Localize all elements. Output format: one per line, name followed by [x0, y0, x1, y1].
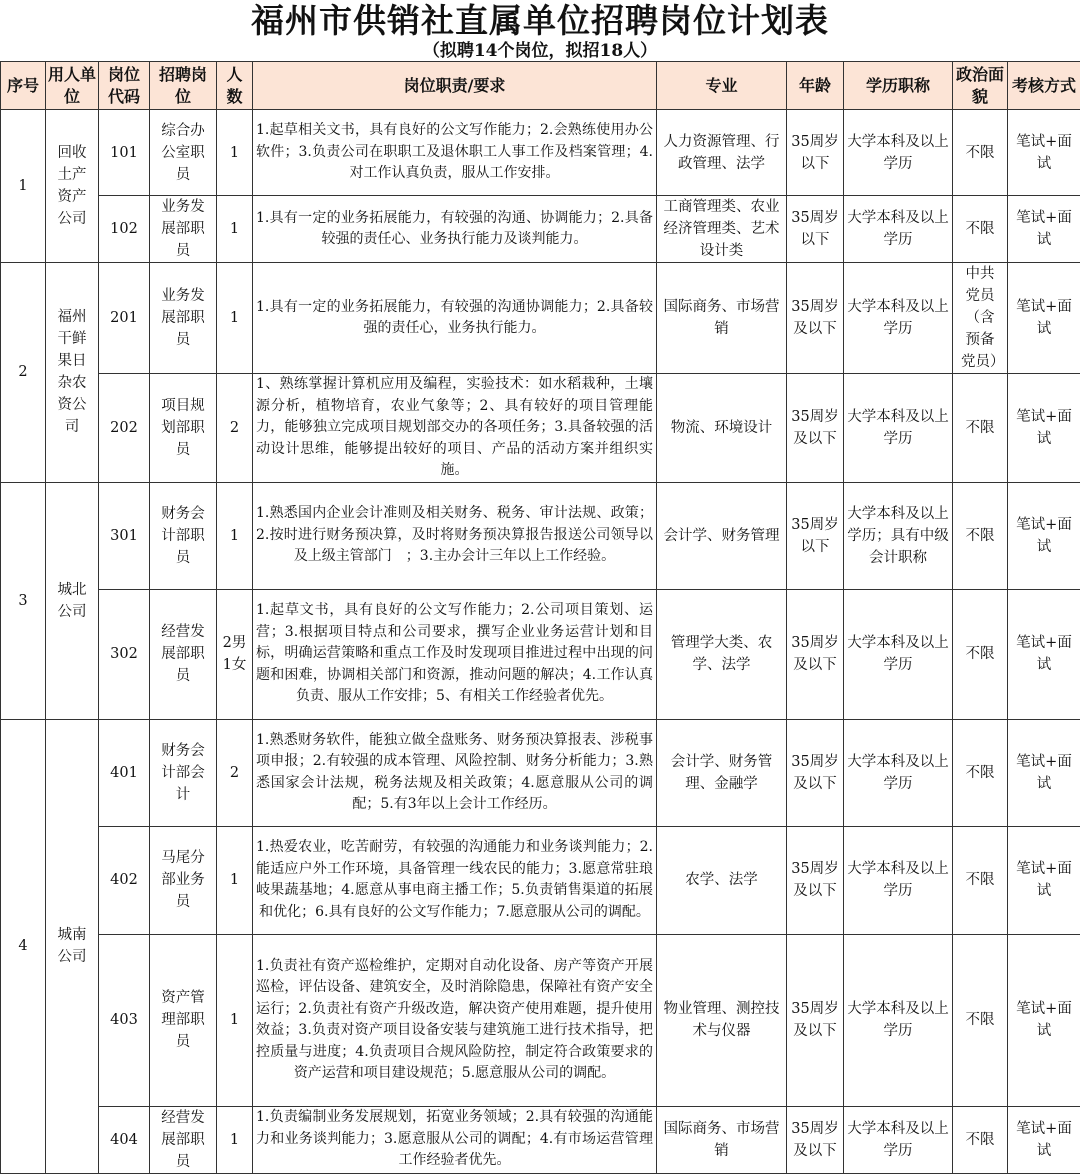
position-politics: 不限	[953, 589, 1008, 719]
group-seq: 3	[1, 482, 46, 719]
position-duty: 1、熟练掌握计算机应用及编程，实验技术：如水稻栽种，土壤源分析，植物培育，农业气象等；2、具有较好的项目管理能力，能够独立完成项目规划部交办的各项任务；3.具备较强的活动设计思维，能够提出较好的项目、产品的活动方案并组织实施。	[253, 374, 657, 483]
table-row	[1, 482, 1080, 589]
position-politics: 不限	[953, 482, 1008, 589]
position-major: 会计学、财务管理、金融学	[657, 719, 787, 826]
position-count: 1	[217, 934, 253, 1106]
position-politics: 不限	[953, 1106, 1008, 1173]
position-name: 业务发展部职员	[150, 196, 217, 263]
position-duty: 1.负责社有资产巡检维护，定期对自动化设备、房产等资产开展巡检，评估设备、建筑安全，及时消除隐患，保障社有资产安全运行；2.负责社有资产升级改造，解决资产使用难题，提升使用效益；3.负责对资产项目设备安装与建筑施工进行技术指导，把控质量与进度；4.负责项目合规风险防控，制定符合政策要求的资产运营和项目建设规范；5.愿意服从公司的调配。	[253, 934, 657, 1106]
group-unit: 回收土产资产公司	[46, 110, 99, 263]
position-count: 1	[217, 826, 253, 934]
position-duty: 1.熟悉国内企业会计准则及相关财务、税务、审计法规、政策；2.按时进行财务预决算，及时将财务预决算报告报送公司领导以及上级主管部门 ；3.主办会计三年以上工作经验。	[253, 482, 657, 589]
position-exam: 笔试+面试	[1008, 263, 1080, 374]
position-duty: 1.具有一定的业务拓展能力，有较强的沟通、协调能力；2.具备较强的责任心、业务执行能力及谈判能力。	[253, 196, 657, 263]
position-edu: 大学本科及以上学历	[844, 719, 953, 826]
position-duty: 1.具有一定的业务拓展能力，有较强的沟通协调能力；2.具备较强的责任心，业务执行能力。	[253, 263, 657, 374]
position-duty: 1.负责编制业务发展规划，拓宽业务领域；2.具有较强的沟通能力和业务谈判能力；3.愿意服从公司的调配；4.有市场运营管理工作经验者优先。	[253, 1106, 657, 1173]
position-politics: 不限	[953, 196, 1008, 263]
position-major: 物流、环境设计	[657, 374, 787, 483]
position-major: 农学、法学	[657, 826, 787, 934]
group-seq: 2	[1, 263, 46, 483]
position-politics: 不限	[953, 934, 1008, 1106]
position-edu: 大学本科及以上学历	[844, 826, 953, 934]
position-age: 35周岁及以下	[787, 374, 844, 483]
position-exam: 笔试+面试	[1008, 196, 1080, 263]
position-duty: 1.热爱农业，吃苦耐劳，有较强的沟通能力和业务谈判能力；2.能适应户外工作环境，具备管理一线农民的能力；3.愿意常驻琅岐果蔬基地；4.愿意从事电商主播工作；5.负责销售渠道的拓展和优化；6.具有良好的公文写作能力；7.愿意服从公司的调配。	[253, 826, 657, 934]
group-seq: 4	[1, 719, 46, 1173]
position-exam: 笔试+面试	[1008, 826, 1080, 934]
position-age: 35周岁及以下	[787, 934, 844, 1106]
position-exam: 笔试+面试	[1008, 1106, 1080, 1173]
table-row	[1, 719, 1080, 826]
position-edu: 大学本科及以上学历	[844, 374, 953, 483]
header-politics: 政治面貌	[953, 62, 1008, 110]
position-age: 35周岁及以下	[787, 719, 844, 826]
position-major: 会计学、财务管理	[657, 482, 787, 589]
position-age: 35周岁以下	[787, 196, 844, 263]
position-count: 1	[217, 263, 253, 374]
position-code: 201	[99, 263, 150, 374]
header-position: 招聘岗位	[150, 62, 217, 110]
position-edu: 大学本科及以上学历	[844, 110, 953, 196]
position-name: 马尾分部业务员	[150, 826, 217, 934]
table-row	[1, 1106, 1080, 1173]
position-code: 202	[99, 374, 150, 483]
position-age: 35周岁及以下	[787, 1106, 844, 1173]
header-major: 专业	[657, 62, 787, 110]
recruitment-table	[0, 61, 1080, 1174]
position-politics: 不限	[953, 110, 1008, 196]
position-age: 35周岁及以下	[787, 589, 844, 719]
position-exam: 笔试+面试	[1008, 589, 1080, 719]
table-row	[1, 826, 1080, 934]
table-row	[1, 263, 1080, 374]
position-major: 国际商务、市场营销	[657, 263, 787, 374]
position-count: 1	[217, 482, 253, 589]
table-row	[1, 196, 1080, 263]
position-code: 402	[99, 826, 150, 934]
group-seq: 1	[1, 110, 46, 263]
position-age: 35周岁及以下	[787, 263, 844, 374]
header-row	[1, 62, 1080, 110]
position-exam: 笔试+面试	[1008, 482, 1080, 589]
position-count: 2男1女	[217, 589, 253, 719]
group-unit: 福州干鲜果日杂农资公司	[46, 263, 99, 483]
table-row	[1, 589, 1080, 719]
position-major: 管理学大类、农学、法学	[657, 589, 787, 719]
header-code: 岗位代码	[99, 62, 150, 110]
header-duty: 岗位职责/要求	[253, 62, 657, 110]
position-name: 经营发展部职员	[150, 589, 217, 719]
header-exam: 考核方式	[1008, 62, 1080, 110]
position-name: 财务会计部会计	[150, 719, 217, 826]
header-age: 年龄	[787, 62, 844, 110]
group-unit: 城南公司	[46, 719, 99, 1173]
position-name: 财务会计部职员	[150, 482, 217, 589]
table-row	[1, 934, 1080, 1106]
position-code: 102	[99, 196, 150, 263]
position-politics: 不限	[953, 719, 1008, 826]
position-major: 物业管理、测控技术与仪器	[657, 934, 787, 1106]
position-name: 项目规划部职员	[150, 374, 217, 483]
position-exam: 笔试+面试	[1008, 110, 1080, 196]
header-edu: 学历职称	[844, 62, 953, 110]
position-count: 2	[217, 374, 253, 483]
page-title: 福州市供销社直属单位招聘岗位计划表	[0, 0, 1080, 42]
position-edu: 大学本科及以上学历	[844, 263, 953, 374]
position-politics: 中共党员（含预备党员）	[953, 263, 1008, 374]
position-politics: 不限	[953, 826, 1008, 934]
position-code: 404	[99, 1106, 150, 1173]
position-code: 403	[99, 934, 150, 1106]
position-code: 301	[99, 482, 150, 589]
page-subtitle: （拟聘14个岗位，拟招18人）	[0, 40, 1080, 62]
position-count: 1	[217, 196, 253, 263]
position-code: 401	[99, 719, 150, 826]
position-name: 经营发展部职员	[150, 1106, 217, 1173]
position-exam: 笔试+面试	[1008, 374, 1080, 483]
position-age: 35周岁及以下	[787, 826, 844, 934]
position-edu: 大学本科及以上学历	[844, 934, 953, 1106]
position-age: 35周岁以下	[787, 110, 844, 196]
position-exam: 笔试+面试	[1008, 934, 1080, 1106]
group-unit: 城北公司	[46, 482, 99, 719]
position-count: 1	[217, 1106, 253, 1173]
position-code: 302	[99, 589, 150, 719]
position-exam: 笔试+面试	[1008, 719, 1080, 826]
position-edu: 大学本科及以上学历；具有中级会计职称	[844, 482, 953, 589]
position-major: 国际商务、市场营销	[657, 1106, 787, 1173]
position-duty: 1.熟悉财务软件，能独立做全盘账务、财务预决算报表、涉税事项申报；2.有较强的成本管理、风险控制、财务分析能力；3.熟悉国家会计法规，税务法规及相关政策；4.愿意服从公司的调配；5.有3年以上会计工作经历。	[253, 719, 657, 826]
position-count: 1	[217, 110, 253, 196]
table-row	[1, 374, 1080, 483]
position-politics: 不限	[953, 374, 1008, 483]
position-edu: 大学本科及以上学历	[844, 589, 953, 719]
header-count: 人数	[217, 62, 253, 110]
position-count: 2	[217, 719, 253, 826]
position-major: 工商管理类、农业经济管理类、艺术设计类	[657, 196, 787, 263]
header-unit: 用人单位	[46, 62, 99, 110]
position-name: 资产管理部职员	[150, 934, 217, 1106]
position-edu: 大学本科及以上学历	[844, 196, 953, 263]
table-row	[1, 110, 1080, 196]
position-age: 35周岁以下	[787, 482, 844, 589]
header-seq: 序号	[1, 62, 46, 110]
position-major: 人力资源管理、行政管理、法学	[657, 110, 787, 196]
position-duty: 1.起草相关文书，具有良好的公文写作能力；2.会熟练使用办公软件；3.负责公司在职职工及退休职工人事工作及档案管理；4.对工作认真负责，服从工作安排。	[253, 110, 657, 196]
position-code: 101	[99, 110, 150, 196]
position-edu: 大学本科及以上学历	[844, 1106, 953, 1173]
position-name: 业务发展部职员	[150, 263, 217, 374]
position-name: 综合办公室职员	[150, 110, 217, 196]
position-duty: 1.起草文书，具有良好的公文写作能力；2.公司项目策划、运营；3.根据项目特点和公司要求，撰写企业业务运营计划和目标，明确运营策略和重点工作及时发现项目推进过程中出现的问题和困难，协调相关部门和资源，推动问题的解决；4.工作认真负责、服从工作安排；5、有相关工作经验者优先。	[253, 589, 657, 719]
